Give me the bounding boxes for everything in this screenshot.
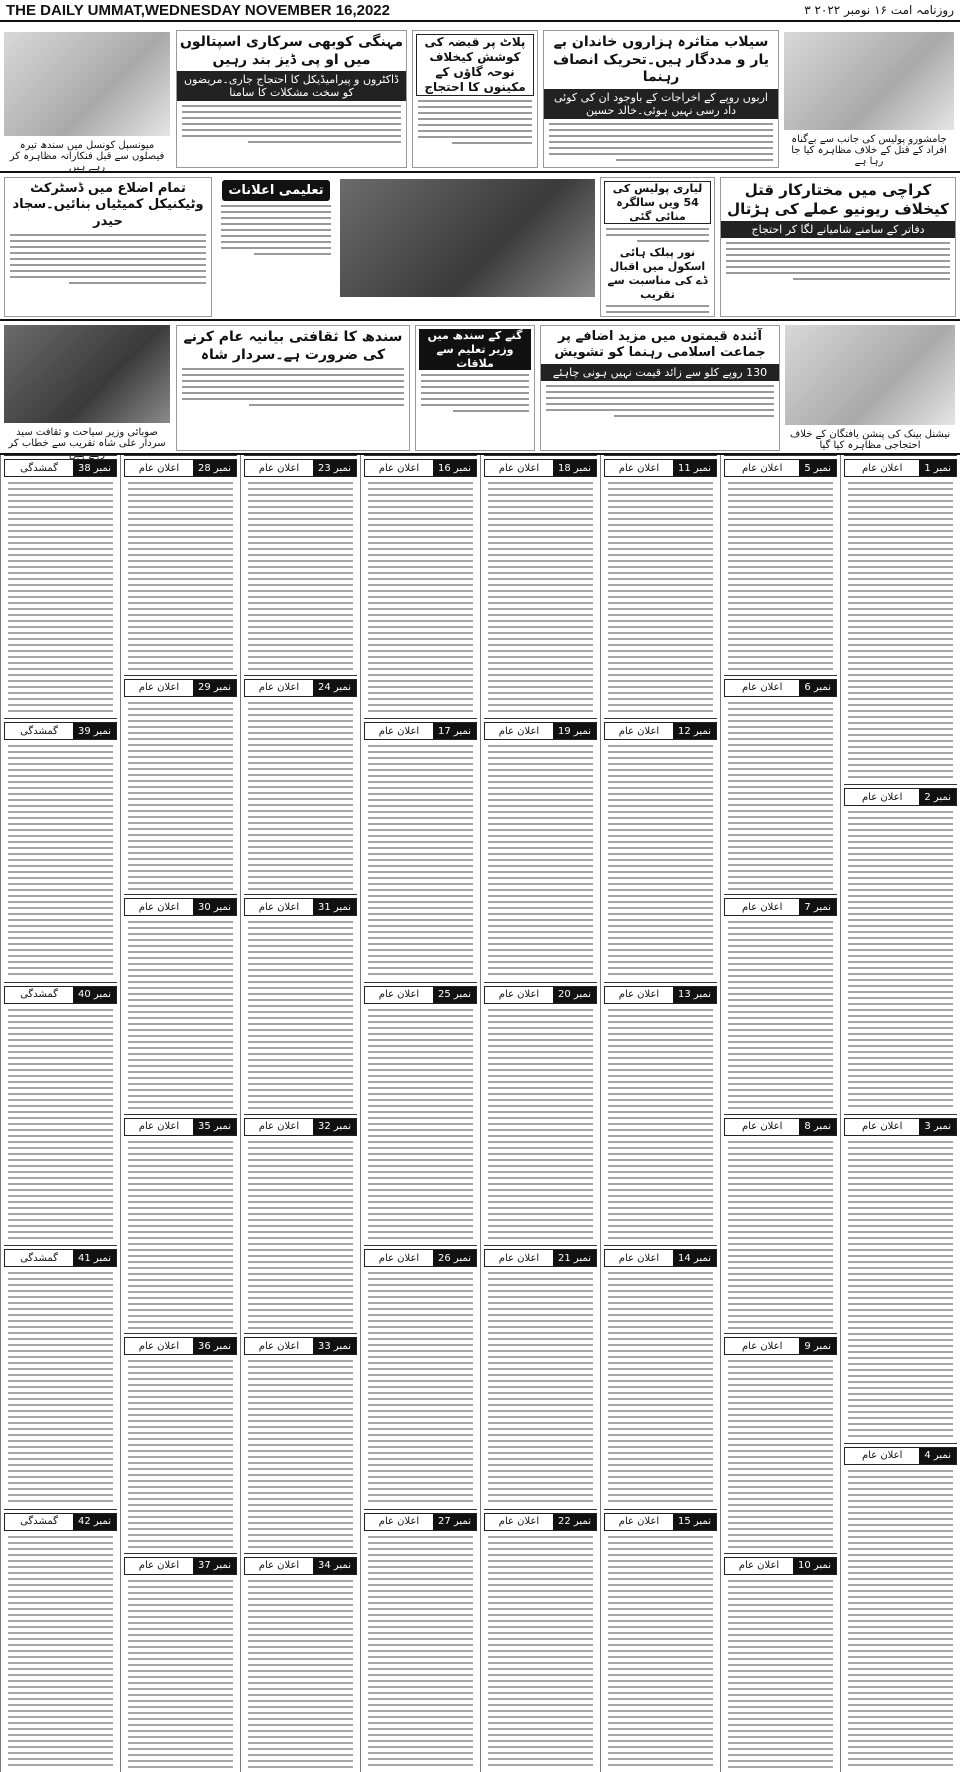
- notice-body-text: [368, 1005, 473, 1242]
- notice-body-text: [608, 1005, 713, 1242]
- notice-number: نمبر 13: [673, 987, 716, 1003]
- classified-notice: [364, 1245, 477, 1507]
- notice-header: [244, 1118, 357, 1136]
- notice-title: اعلان عام: [378, 1252, 420, 1264]
- notice-title: اعلان عام: [618, 1516, 660, 1528]
- classified-notice: [124, 1333, 237, 1552]
- notice-title: اعلان عام: [378, 462, 420, 474]
- classified-notice: [4, 455, 117, 717]
- notice-body-text: [728, 698, 833, 892]
- classified-notice: [364, 1509, 477, 1771]
- notice-number: نمبر 2: [919, 789, 956, 805]
- notice-body-text: [728, 1137, 833, 1331]
- notice-number: نمبر 25: [433, 987, 476, 1003]
- notices-column-5: [480, 455, 600, 1772]
- notice-number: نمبر 17: [433, 723, 476, 739]
- classified-notice: [4, 718, 117, 980]
- notice-body-text: [368, 1268, 473, 1505]
- protest-photo-right: [784, 32, 954, 130]
- notice-body-text: [728, 478, 833, 672]
- notice-number: نمبر 19: [553, 723, 596, 739]
- story-headline: پلاٹ پر قبضہ کی کوشش کیخلاف نوحہ گاؤں کے مکینوں کا احتجاج: [416, 34, 534, 96]
- notice-title: اعلان عام: [258, 462, 300, 474]
- notice-title: اعلان عام: [258, 1340, 300, 1352]
- classified-notice: [244, 675, 357, 894]
- notice-body-text: [248, 1356, 353, 1550]
- classified-notice: [484, 455, 597, 717]
- notice-number: نمبر 24: [313, 680, 356, 696]
- classified-notice: [364, 718, 477, 980]
- notice-title: اعلان عام: [258, 1560, 300, 1571]
- notice-header: [604, 986, 717, 1004]
- masthead-english: THE DAILY UMMAT,WEDNESDAY NOVEMBER 16,2022: [6, 1, 390, 19]
- notice-header: [244, 898, 357, 916]
- classified-notice: [604, 1245, 717, 1507]
- classified-notice: [484, 982, 597, 1244]
- story-subheadline: اربوں روپے کے اخراجات کے باوجود ان کی کوئی داد رسی نہیں ہوئی۔خالد حسین: [544, 89, 778, 119]
- notice-body-text: [488, 741, 593, 978]
- story-headline: گنے کے سندھ میں وزیر تعلیم سے ملاقات: [419, 329, 531, 370]
- notice-body-text: [8, 1268, 113, 1505]
- notice-number: نمبر 7: [799, 899, 836, 915]
- notice-header: [4, 1513, 117, 1531]
- notice-title: اعلان عام: [378, 1516, 420, 1528]
- classified-notice: [4, 1245, 117, 1507]
- classified-notices-section: [0, 453, 960, 1772]
- notice-title: اعلان عام: [258, 682, 300, 693]
- story-headline: کراچی میں مختارکار قتل کیخلاف ریونیو عملے کی ہڑتال: [727, 181, 949, 218]
- notice-title: اعلان عام: [258, 901, 300, 913]
- education-notices: [216, 177, 336, 317]
- notice-header: [724, 1557, 837, 1575]
- notice-header: [364, 459, 477, 477]
- classified-notice: [484, 1509, 597, 1771]
- notice-body-text: [488, 478, 593, 715]
- notice-body-text: [128, 917, 233, 1111]
- story-headline: سندھ کا ثقافتی بیانیہ عام کرنے کی ضرورت ہے۔سردار شاہ: [183, 329, 403, 363]
- notice-header: [724, 1118, 837, 1136]
- notice-title: اعلان عام: [738, 1560, 780, 1571]
- notice-title: اعلان عام: [618, 1252, 660, 1264]
- classified-notice: [844, 1443, 957, 1771]
- news-story-third-2: [415, 325, 535, 451]
- notice-header: [124, 898, 237, 916]
- story-subheadline: ڈاکٹروں و پیرامیڈیکل کا احتجاج جاری۔مریضوں کو سخت مشکلات کا سامنا: [177, 71, 406, 101]
- classified-notice: [724, 1333, 837, 1552]
- story-headline-b: نور پبلک ہائی اسکول میں اقبال ڈے کی مناسبت سے تقریب: [607, 246, 708, 301]
- notice-number: نمبر 21: [553, 1250, 596, 1266]
- notice-header: [244, 1557, 357, 1575]
- notice-number: نمبر 29: [193, 680, 236, 696]
- photo-caption-left: میونسپل کونسل میں سندھ تیرہ فیصلوں سے قبل فنکارانہ مظاہرہ کر رہے ہیں: [9, 140, 165, 173]
- notice-header: [724, 1337, 837, 1355]
- pensioners-photo: [785, 325, 955, 425]
- classified-notice: [724, 1114, 837, 1333]
- classified-notice: [844, 784, 957, 1112]
- notices-column-3: [240, 455, 360, 1772]
- notice-number: نمبر 28: [193, 460, 236, 476]
- notice-header: [124, 1337, 237, 1355]
- photo-caption-left: صوبائی وزیر سیاحت و ثقافت سید سردار علی شاہ تقریب سے خطاب کر رہے ہیں: [8, 427, 166, 460]
- classified-notice: [124, 1114, 237, 1333]
- story-subheadline: 130 روپے کلو سے زائد قیمت نہیں ہونی چاہئے: [541, 364, 779, 381]
- notice-body-text: [368, 741, 473, 978]
- notice-body-text: [608, 478, 713, 715]
- notice-title: اعلان عام: [138, 682, 180, 693]
- notice-title: اعلان عام: [741, 1340, 783, 1352]
- news-story-third-3: [176, 325, 410, 451]
- classified-notice: [724, 675, 837, 894]
- classified-notice: [844, 455, 957, 783]
- notice-title: اعلان عام: [498, 989, 540, 1001]
- notice-body-text: [8, 741, 113, 978]
- notice-body-text: [248, 917, 353, 1111]
- notices-column-2: [120, 455, 240, 1772]
- notice-number: نمبر 41: [73, 1250, 116, 1266]
- notice-number: نمبر 27: [433, 1514, 476, 1530]
- classified-notice: [364, 455, 477, 717]
- notice-header: [484, 986, 597, 1004]
- notice-body-text: [368, 478, 473, 715]
- council-photo-left: [4, 32, 170, 136]
- notice-title: اعلان عام: [861, 791, 903, 803]
- notice-title: اعلان عام: [741, 1121, 783, 1132]
- news-story-top-3: [176, 30, 407, 168]
- notice-number: نمبر 39: [73, 723, 116, 739]
- notice-number: نمبر 30: [193, 899, 236, 915]
- notices-column-8: [840, 455, 960, 1772]
- notices-column-4: [360, 455, 480, 1772]
- notice-header: [124, 1118, 237, 1136]
- notice-title: اعلان عام: [498, 462, 540, 474]
- notice-number: نمبر 9: [799, 1338, 836, 1354]
- notice-header: [724, 898, 837, 916]
- classified-notice: [124, 894, 237, 1113]
- news-story-third-1: [540, 325, 780, 451]
- notice-title: اعلان عام: [138, 1340, 180, 1352]
- notice-body-text: [8, 478, 113, 715]
- classified-notice: [604, 1509, 717, 1771]
- notice-header: [4, 722, 117, 740]
- news-story-second-1: [720, 177, 956, 317]
- notice-body-text: [488, 1532, 593, 1769]
- notice-body-text: [728, 1576, 833, 1770]
- notice-number: نمبر 33: [313, 1338, 356, 1354]
- news-story-second-3: [4, 177, 212, 317]
- notice-number: نمبر 6: [799, 680, 836, 696]
- notice-number: نمبر 14: [673, 1250, 716, 1266]
- notice-title: اعلان عام: [138, 1121, 180, 1132]
- notice-title: گمشدگی: [20, 725, 58, 737]
- notice-number: نمبر 16: [433, 460, 476, 476]
- notice-header: [844, 1447, 957, 1465]
- classified-notice: [604, 455, 717, 717]
- notice-body-text: [248, 478, 353, 672]
- classified-notice: [364, 982, 477, 1244]
- notice-title: گمشدگی: [20, 462, 58, 474]
- notice-title: اعلان عام: [618, 462, 660, 474]
- notice-number: نمبر 35: [193, 1119, 236, 1135]
- notice-header: [4, 1249, 117, 1267]
- story-headline: مہنگی کوبھی سرکاری اسپتالوں میں او پی ڈیز بند رہیں: [179, 34, 404, 68]
- news-story-second-2: [600, 177, 715, 317]
- notice-title: اعلان عام: [378, 725, 420, 737]
- notice-body-text: [8, 1005, 113, 1242]
- news-story-top-1: [543, 30, 779, 168]
- notice-number: نمبر 42: [73, 1514, 116, 1530]
- classified-notice: [244, 894, 357, 1113]
- second-news-band: [0, 171, 960, 319]
- notice-title: گمشدگی: [20, 989, 58, 1001]
- notice-title: اعلان عام: [498, 1516, 540, 1528]
- notice-number: نمبر 38: [73, 460, 116, 476]
- notice-number: نمبر 36: [193, 1338, 236, 1354]
- notice-number: نمبر 1: [919, 460, 956, 476]
- notice-header: [124, 459, 237, 477]
- notice-body-text: [128, 698, 233, 892]
- news-story-top-2: [412, 30, 538, 168]
- story-subheadline: دفاتر کے سامنے شامیانے لگا کر احتجاج: [721, 221, 955, 238]
- notice-title: اعلان عام: [861, 1121, 903, 1132]
- notice-title: اعلان عام: [741, 462, 783, 474]
- notice-body-text: [488, 1268, 593, 1505]
- notice-header: [364, 1513, 477, 1531]
- notice-title: اعلان عام: [861, 462, 903, 474]
- notice-body-text: [368, 1532, 473, 1769]
- notice-title: اعلان عام: [618, 725, 660, 737]
- notice-number: نمبر 23: [313, 460, 356, 476]
- notice-header: [124, 1557, 237, 1575]
- notice-number: نمبر 20: [553, 987, 596, 1003]
- classified-notice: [724, 894, 837, 1113]
- notice-number: نمبر 34: [313, 1558, 356, 1574]
- culture-event-photo: [4, 325, 170, 423]
- classified-notice: [724, 1553, 837, 1772]
- classified-notice: [244, 1333, 357, 1552]
- notice-header: [244, 459, 357, 477]
- education-banner: تعلیمی اعلانات: [222, 180, 330, 201]
- notice-header: [484, 1249, 597, 1267]
- notice-body-text: [848, 478, 953, 781]
- notice-header: [484, 459, 597, 477]
- notice-number: نمبر 15: [673, 1514, 716, 1530]
- meeting-photo: [340, 179, 595, 297]
- notice-number: نمبر 5: [799, 460, 836, 476]
- notice-body-text: [128, 478, 233, 672]
- notice-title: اعلان عام: [138, 901, 180, 913]
- notice-title: اعلان عام: [498, 725, 540, 737]
- classified-notice: [124, 455, 237, 674]
- notice-header: [244, 1337, 357, 1355]
- notice-header: [604, 459, 717, 477]
- notice-title: اعلان عام: [498, 1252, 540, 1264]
- notice-number: نمبر 32: [313, 1119, 356, 1135]
- notices-column-6: [600, 455, 720, 1772]
- notice-body-text: [248, 698, 353, 892]
- classified-notice: [724, 455, 837, 674]
- notice-header: [4, 459, 117, 477]
- notice-number: نمبر 8: [799, 1119, 836, 1135]
- notice-header: [844, 788, 957, 806]
- notice-title: اعلان عام: [378, 989, 420, 1001]
- notice-body-text: [608, 1532, 713, 1769]
- notice-number: نمبر 37: [193, 1558, 236, 1574]
- notice-body-text: [248, 1576, 353, 1770]
- notice-header: [604, 1249, 717, 1267]
- notice-number: نمبر 26: [433, 1250, 476, 1266]
- classified-notice: [604, 718, 717, 980]
- notice-title: اعلان عام: [861, 1450, 903, 1462]
- notice-body-text: [848, 1466, 953, 1769]
- notice-title: اعلان عام: [138, 462, 180, 474]
- notices-column-1: [0, 455, 120, 1772]
- notice-header: [724, 459, 837, 477]
- notice-number: نمبر 18: [553, 460, 596, 476]
- notice-body-text: [128, 1137, 233, 1331]
- notice-body-text: [728, 917, 833, 1111]
- notice-title: اعلان عام: [618, 989, 660, 1001]
- notice-number: نمبر 4: [919, 1448, 956, 1464]
- notice-body-text: [128, 1576, 233, 1770]
- notice-number: نمبر 10: [793, 1558, 836, 1574]
- notice-number: نمبر 11: [673, 460, 716, 476]
- masthead: [0, 0, 960, 22]
- classified-notice: [124, 675, 237, 894]
- notice-body-text: [848, 1137, 953, 1440]
- notice-header: [484, 1513, 597, 1531]
- story-headline: تمام اضلاع میں ڈسٹرکٹ وٹیکنیکل کمیٹیاں بنائیں۔سجاد حیدر: [12, 181, 204, 229]
- third-news-band: [0, 319, 960, 460]
- notice-title: اعلان عام: [741, 682, 783, 693]
- notice-header: [364, 1249, 477, 1267]
- notice-header: [724, 679, 837, 697]
- photo-caption-right: جامشورو پولیس کی جانب سے بےگناہ افراد کے قتل کے خلاف مظاہرہ کیا جا رہا ہے: [791, 134, 947, 167]
- notice-body-text: [848, 807, 953, 1110]
- notice-header: [4, 986, 117, 1004]
- notice-title: اعلان عام: [138, 1560, 180, 1571]
- classified-notice: [484, 718, 597, 980]
- classified-notice: [4, 1509, 117, 1771]
- notice-number: نمبر 3: [919, 1119, 956, 1135]
- notice-header: [844, 1118, 957, 1136]
- notice-body-text: [608, 1268, 713, 1505]
- notice-header: [604, 722, 717, 740]
- notice-number: نمبر 12: [673, 723, 716, 739]
- photo-caption-right: نیشنل بینک کی پنشن یافتگان کے خلاف احتجاجی مظاہرہ کیا گیا: [789, 429, 951, 451]
- classified-notice: [4, 982, 117, 1244]
- notice-header: [364, 722, 477, 740]
- notice-header: [124, 679, 237, 697]
- top-news-band: [0, 26, 960, 171]
- notice-body-text: [128, 1356, 233, 1550]
- notice-number: نمبر 31: [313, 899, 356, 915]
- masthead-urdu: روزنامہ امت ۱۶ نومبر ۲۰۲۲ ۳: [804, 3, 954, 17]
- notice-header: [844, 459, 957, 477]
- classified-notice: [844, 1114, 957, 1442]
- notice-title: اعلان عام: [258, 1121, 300, 1132]
- story-headline: لیاری پولیس کی 54 ویں سالگرہ منائی گئی: [604, 181, 711, 224]
- classified-notice: [124, 1553, 237, 1772]
- notice-body-text: [248, 1137, 353, 1331]
- classified-notice: [244, 455, 357, 674]
- notice-header: [484, 722, 597, 740]
- notice-header: [364, 986, 477, 1004]
- classified-notice: [484, 1245, 597, 1507]
- classified-notice: [244, 1114, 357, 1333]
- notice-body-text: [488, 1005, 593, 1242]
- classified-notice: [604, 982, 717, 1244]
- notice-title: اعلان عام: [741, 901, 783, 913]
- notice-number: نمبر 40: [73, 987, 116, 1003]
- notice-body-text: [608, 741, 713, 978]
- notice-title: گمشدگی: [20, 1252, 58, 1264]
- notice-number: نمبر 22: [553, 1514, 596, 1530]
- notice-body-text: [8, 1532, 113, 1769]
- notice-header: [604, 1513, 717, 1531]
- story-headline: آئندہ قیمتوں میں مزید اضافے پر جماعت اسلامی رہنما کو تشویش: [554, 329, 766, 361]
- notice-header: [244, 679, 357, 697]
- notices-column-7: [720, 455, 840, 1772]
- classified-notice: [244, 1553, 357, 1772]
- story-headline: سیلاب متاثرہ ہزاروں خاندان بے یار و مددگار ہیں۔تحریک انصاف رہنما: [553, 34, 769, 85]
- notice-body-text: [728, 1356, 833, 1550]
- notice-title: گمشدگی: [20, 1516, 58, 1528]
